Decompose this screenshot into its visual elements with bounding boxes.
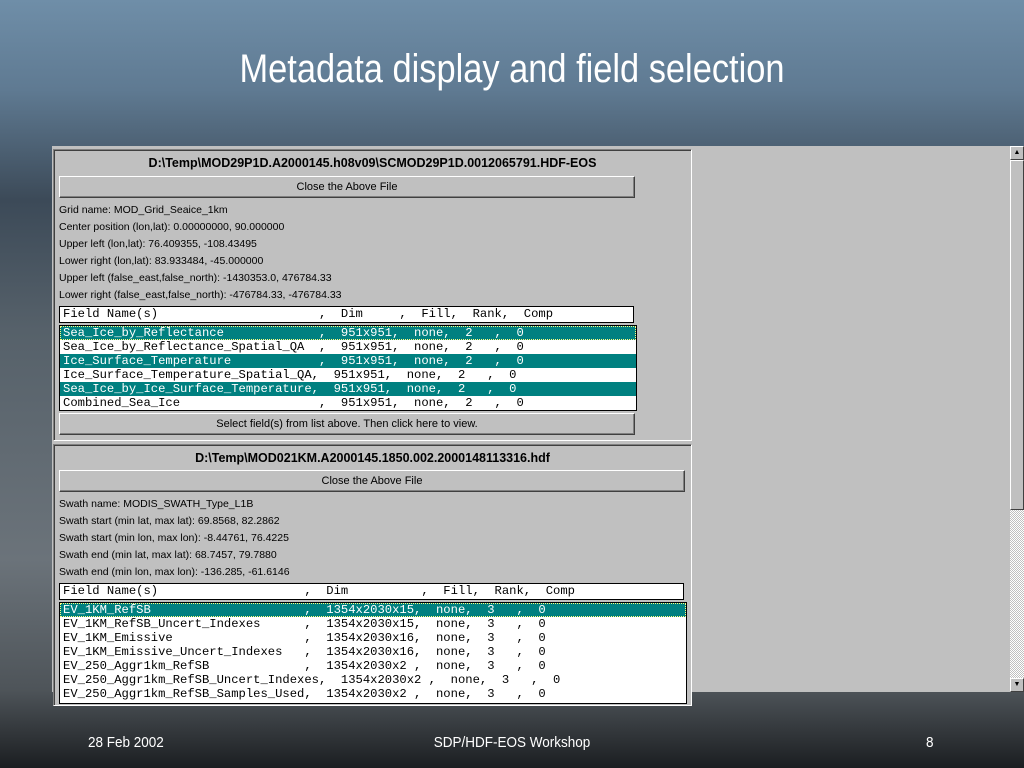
metadata-line: Center position (lon,lat): 0.00000000, 90.000000 [59,221,285,233]
field-list-header: Field Name(s) , Dim , Fill, Rank, Comp [59,583,684,600]
file-path-label: D:\Temp\MOD29P1D.A2000145.h08v09\SCMOD29P1D.0012065791.HDF-EOS [148,156,597,170]
field-list-item[interactable]: EV_1KM_RefSB_Uncert_Indexes , 1354x2030x15, none, 3 , 0 [63,617,546,631]
metadata-line: Upper left (false_east,false_north): -1430353.0, 476784.33 [59,272,332,284]
scroll-up-icon[interactable]: ▲ [1010,146,1024,160]
slide-title: Metadata display and field selection [239,47,785,91]
scroll-thumb[interactable] [1010,160,1024,510]
field-list-item[interactable]: Ice_Surface_Temperature , 951x951, none, 2 , 0 [60,354,636,368]
close-file-button[interactable]: Close the Above File [59,176,635,198]
hdf-eos-viewer-window [52,146,1024,701]
metadata-line: Lower right (false_east,false_north): -476784.33, -476784.33 [59,289,342,301]
field-list-item[interactable]: Sea_Ice_by_Ice_Surface_Temperature, 951x951, none, 2 , 0 [60,382,636,396]
view-fields-button[interactable]: Select field(s) from list above. Then click here to view. [59,413,635,435]
field-list-item[interactable]: Ice_Surface_Temperature_Spatial_QA, 951x951, none, 2 , 0 [63,368,517,382]
metadata-line: Swath end (min lat, max lat): 68.7457, 79.7880 [59,549,277,561]
footer-event: SDP/HDF-EOS Workshop [433,734,591,751]
field-list-item[interactable]: EV_1KM_Emissive , 1354x2030x16, none, 3 , 0 [63,631,546,645]
metadata-line: Lower right (lon,lat): 83.933484, -45.000000 [59,255,264,267]
metadata-line: Swath start (min lat, max lat): 69.8568, 82.2862 [59,515,280,527]
file-path-label: D:\Temp\MOD021KM.A2000145.1850.002.2000148113316.hdf [195,451,550,465]
metadata-line: Upper left (lon,lat): 76.409355, -108.43495 [59,238,257,250]
file-panel-swath [53,444,692,706]
grid-metadata [59,202,342,304]
field-list-item[interactable]: EV_250_Aggr1km_RefSB_Samples_Used, 1354x2030x2 , none, 3 , 0 [63,687,546,701]
field-list[interactable] [59,325,637,411]
page-number: 8 [926,734,934,751]
scroll-down-icon[interactable]: ▼ [1010,678,1024,692]
field-list-item[interactable]: Sea_Ice_by_Reflectance_Spatial_QA , 951x951, none, 2 , 0 [63,340,524,354]
field-list[interactable] [59,602,687,704]
close-file-button[interactable]: Close the Above File [59,470,685,492]
field-list-item[interactable]: Sea_Ice_by_Reflectance , 951x951, none, 2 , 0 [60,326,636,340]
metadata-line: Swath start (min lon, max lon): -8.44761, 76.4225 [59,532,289,544]
vertical-scrollbar[interactable] [1010,146,1024,692]
swath-metadata [59,496,290,581]
metadata-line: Grid name: MOD_Grid_Seaice_1km [59,204,228,216]
field-list-item[interactable]: EV_250_Aggr1km_RefSB , 1354x2030x2 , none, 3 , 0 [63,659,546,673]
field-list-item[interactable]: EV_250_Aggr1km_RefSB_Uncert_Indexes, 1354x2030x2 , none, 3 , 0 [63,673,561,687]
file-panel-grid [53,149,692,441]
field-list-item[interactable]: EV_1KM_RefSB , 1354x2030x15, none, 3 , 0 [60,603,686,617]
metadata-line: Swath end (min lon, max lon): -136.285, -61.6146 [59,566,290,578]
field-list-item[interactable]: Combined_Sea_Ice , 951x951, none, 2 , 0 [63,396,524,410]
footer-date: 28 Feb 2002 [88,734,164,751]
field-list-item[interactable]: EV_1KM_Emissive_Uncert_Indexes , 1354x2030x16, none, 3 , 0 [63,645,546,659]
metadata-line: Swath name: MODIS_SWATH_Type_L1B [59,498,254,510]
field-list-header: Field Name(s) , Dim , Fill, Rank, Comp [59,306,634,323]
